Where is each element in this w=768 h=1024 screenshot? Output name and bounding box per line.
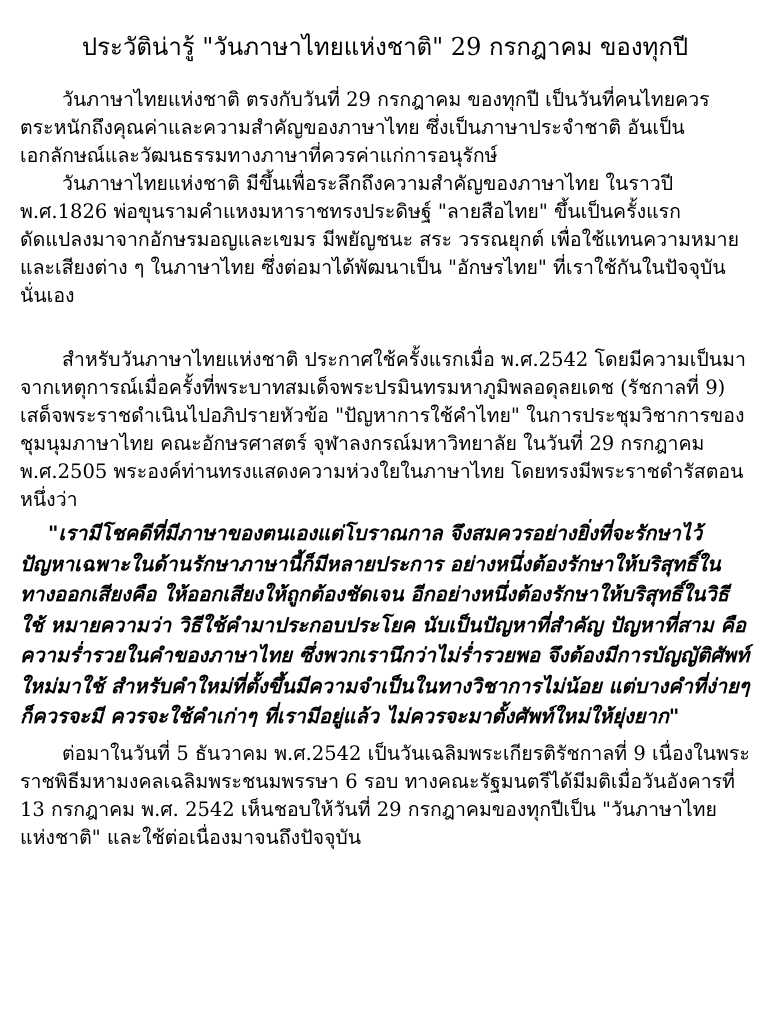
- paragraph-origin: สำหรับวันภาษาไทยแห่งชาติ ประกาศใช้ครั้งแรกเมื่อ พ.ศ.2542 โดยมีความเป็นมาจากเหตุการณ์เมื่อครั้งที่พระบาทสมเด็จพระปรมินทรมหาภูมิพลอดุลยเดช (รัชกาลที่ 9) เสด็จพระราชดำเนินไปอภิปรายหัวข้อ "ปัญหาการใช้คำไทย" ในการประชุมวิชาการของชุมนุมภาษาไทย คณะอักษรศาสตร์ จุฬาลงกรณ์มหาวิทยาลัย ในวันที่ 29 กรกฎาคม พ.ศ.2505 พระองค์ท่านทรงแสดงความห่วงใยในภาษาไทย โดยทรงมีพระราชดำรัสตอนหนึ่งว่า: [20, 348, 746, 511]
- paragraph-intro: วันภาษาไทยแห่งชาติ ตรงกับวันที่ 29 กรกฎาคม ของทุกปี เป็นวันที่คนไทยควรตระหนักถึงคุณค่าและความสำคัญของภาษาไทย ซึ่งเป็นภาษาประจำชาติ อันเป็นเอกลักษณ์และวัฒนธรรมทางภาษาที่ควรค่าแก่การอนุรักษ์: [20, 88, 710, 167]
- royal-speech-quote: "เรามีโชคดีที่มีภาษาของตนเองแต่โบราณกาล จึงสมควรอย่างยิ่งที่จะรักษาไว้ ปัญหาเฉพาะในด้านรักษาภาษานี้ก็มีหลายประการ อย่างหนึ่งต้องรักษาให้บริสุทธิ์ในทางออกเสียงคือ ให้ออกเสียงให้ถูกต้องชัดเจน อีกอย่างหนึ่งต้องรักษาให้บริสุทธิ์ในวิธีใช้ หมายความว่า วิธีใช้คำมาประกอบประโยค นับเป็นปัญหาที่สำคัญ ปัญหาที่สาม คือ ความร่ำรวยในคำของภาษาไทย ซึ่งพวกเรานึกว่าไม่ร่ำรวยพอ จึงต้องมีการบัญญัติศัพท์ใหม่มาใช้ สำหรับคำใหม่ที่ตั้งขึ้นมีความจำเป็นในทางวิชาการไม่น้อย แต่บางคำที่ง่ายๆ ก็ควรจะมี ควรจะใช้คำเก่าๆ ที่เรามีอยู่แล้ว ไม่ควรจะมาตั้งศัพท์ใหม่ให้ยุ่งยาก": [20, 521, 750, 728]
- document-title: ประวัติน่ารู้ "วันภาษาไทยแห่งชาติ" 29 กรกฎาคม ของทุกปี: [81, 33, 689, 61]
- paragraph-history: วันภาษาไทยแห่งชาติ มีขึ้นเพื่อระลึกถึงความสำคัญของภาษาไทย ในราวปี พ.ศ.1826 พ่อขุนรามคำแหงมหาราชทรงประดิษฐ์ "ลายสือไทย" ขึ้นเป็นครั้งแรก ดัดแปลงมาจากอักษรมอญและเขมร มีพยัญชนะ สระ วรรณยุกต์ เพื่อใช้แทนความหมายและเสียงต่าง ๆ ในภาษาไทย ซึ่งต่อมาได้พัฒนาเป็น "อักษรไทย" ที่เราใช้กันในปัจจุบันนั่นเอง: [20, 172, 740, 307]
- document-page: [20, 30, 750, 852]
- paragraph-declaration: ต่อมาในวันที่ 5 ธันวาคม พ.ศ.2542 เป็นวันเฉลิมพระเกียรติรัชกาลที่ 9 เนื่องในพระราชพิธีมหามงคลเฉลิมพระชนมพรรษา 6 รอบ ทางคณะรัฐมนตรีได้มีมติเมื่อวันอังคารที่ 13 กรกฎาคม พ.ศ. 2542 เห็นชอบให้วันที่ 29 กรกฎาคมของทุกปีเป็น "วันภาษาไทยแห่งชาติ" และใช้ต่อเนื่องมาจนถึงปัจจุบัน: [20, 741, 750, 849]
